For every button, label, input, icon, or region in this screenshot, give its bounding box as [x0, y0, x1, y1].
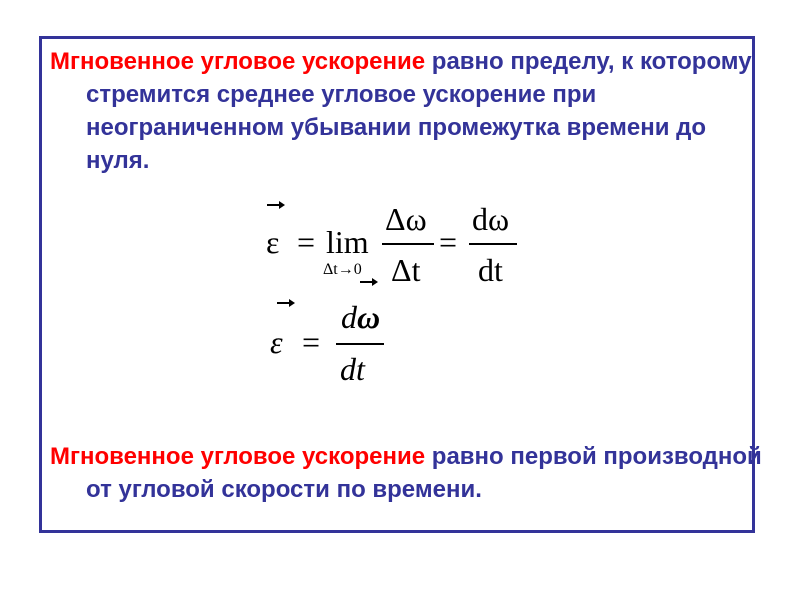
highlight-term-2: Мгновенное угловое ускорение: [50, 443, 426, 470]
epsilon-symbol: ε: [266, 224, 280, 260]
equals-sign: =: [302, 324, 321, 360]
limit-subscript: Δt→0: [323, 261, 362, 278]
epsilon-symbol: ε: [270, 324, 283, 360]
vector-arrow-icon: [276, 298, 296, 308]
fraction2-denominator: dt: [478, 252, 503, 288]
content-frame: [39, 36, 762, 533]
equals-sign: =: [439, 224, 458, 260]
equals-sign: =: [297, 224, 316, 260]
fraction1-numerator: Δω: [385, 201, 427, 237]
omega-symbol: ω: [357, 299, 381, 335]
fraction3-denominator: dt: [340, 351, 365, 387]
derivative-d: d: [341, 299, 357, 335]
highlight-term-1: Мгновенное угловое ускорение: [50, 48, 426, 75]
definition-text-2: равно первой производной от угловой скорости по времени.: [86, 443, 762, 503]
fraction1-denominator: Δt: [391, 252, 421, 288]
fraction2-numerator: dω: [472, 201, 510, 237]
fraction3-bar: [336, 343, 384, 345]
definition-paragraph-2: [50, 440, 766, 506]
limit-operator: lim: [326, 224, 369, 260]
definition-text-1: равно пределу, к которому стремится среднее угловое ускорение при неограниченном убывании промежутка времени до нуля.: [86, 48, 752, 174]
